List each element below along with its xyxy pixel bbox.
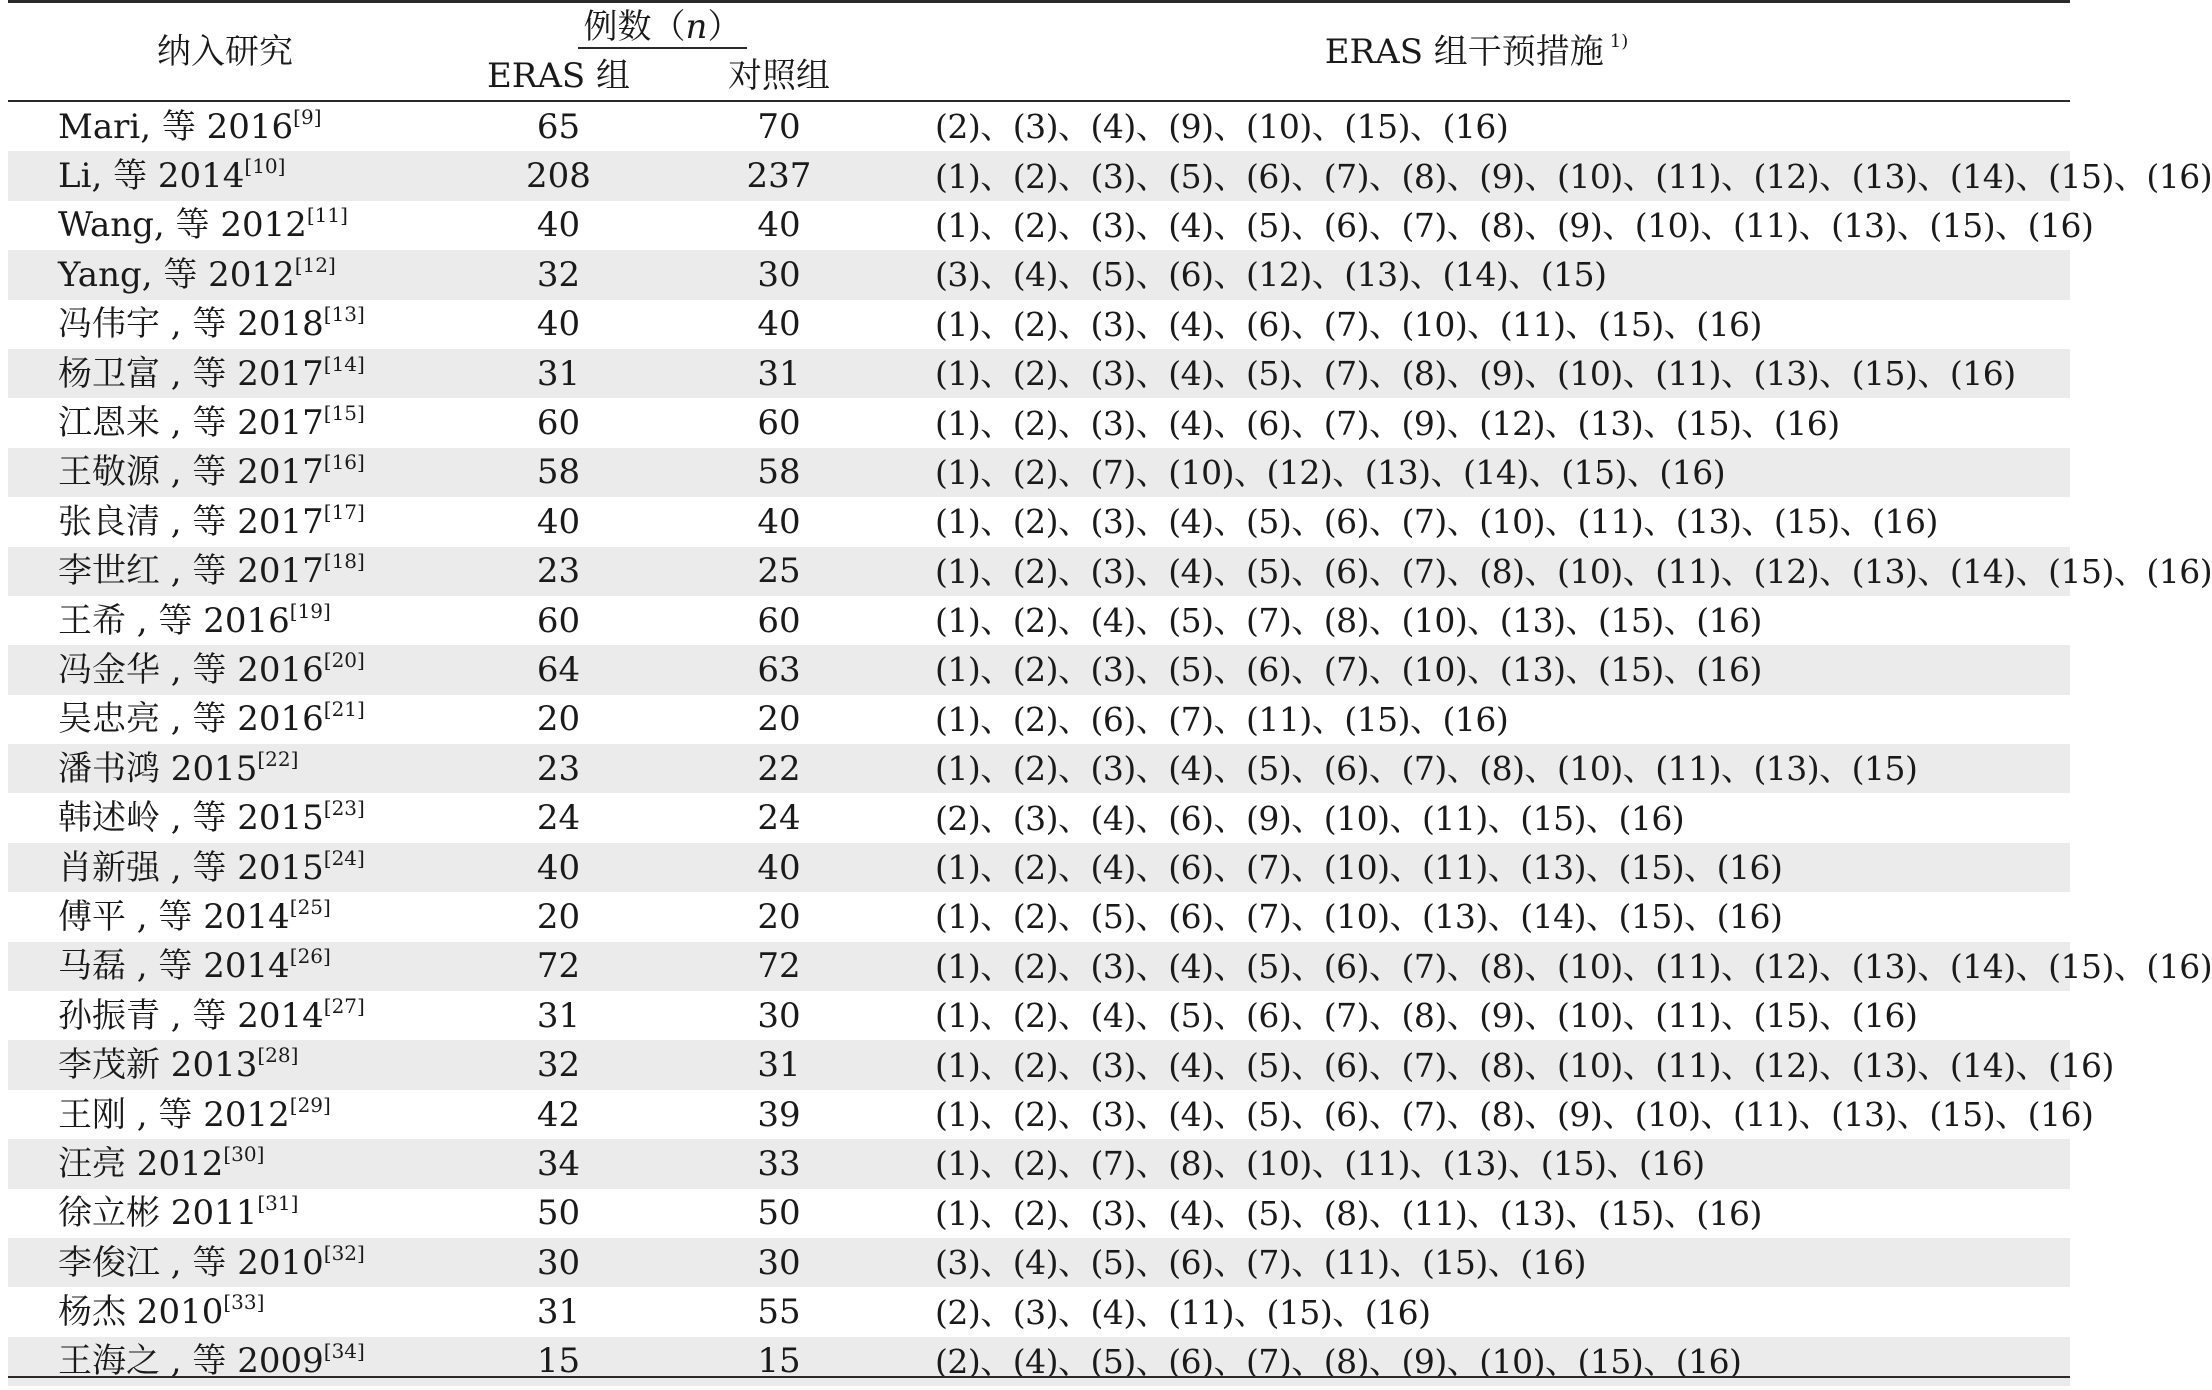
study-reference: [27] <box>323 993 365 1018</box>
cell-control-count: 33 <box>675 1139 883 1188</box>
cell-study <box>8 1238 442 1287</box>
cell-control-count: 40 <box>675 843 883 892</box>
header-eras-label: ERAS 组 <box>486 55 631 96</box>
cell-eras-count: 23 <box>442 744 675 793</box>
table-row <box>8 101 2070 151</box>
cell-measures: (1)、(2)、(3)、(4)、(5)、(6)、(7)、(8)、(9)、(10)、(11)、(13)、(15)、(16) <box>935 205 2094 245</box>
header-cases <box>442 2 883 52</box>
cell-eras-count: 31 <box>442 349 675 398</box>
cell-study <box>8 101 442 151</box>
cell-measures: (1)、(2)、(3)、(5)、(6)、(7)、(10)、(13)、(15)、(16) <box>883 645 2070 694</box>
cell-eras-count: 60 <box>536 600 581 641</box>
cell-study <box>8 596 442 645</box>
study-name: Wang, 等 2012 <box>58 205 307 246</box>
cell-eras-count: 31 <box>536 995 581 1036</box>
cell-control-count: 24 <box>757 798 801 839</box>
cell-control-count: 30 <box>675 1238 883 1287</box>
cell-measures: (1)、(2)、(3)、(4)、(5)、(6)、(7)、(8)、(9)、(10)、(11)、(13)、(15)、(16) <box>935 1095 2094 1134</box>
table-header <box>8 2 2070 102</box>
study-reference: [32] <box>323 1240 365 1265</box>
cell-control-count: 31 <box>675 349 883 398</box>
study-reference: [28] <box>257 1043 299 1068</box>
study-name: 冯伟宇 , 等 2018 <box>58 304 324 345</box>
study-characteristics-table-wrap <box>8 0 2212 1390</box>
cell-study <box>8 1287 442 1336</box>
table-row <box>8 695 2070 744</box>
study-reference: [14] <box>323 351 365 376</box>
cell-eras-count: 20 <box>536 699 581 740</box>
header-cases-group <box>578 7 748 49</box>
study-name: 马磊 , 等 2014 <box>58 946 290 987</box>
cell-eras-count: 34 <box>442 1139 675 1188</box>
cell-study <box>8 645 442 694</box>
cell-eras-count: 32 <box>442 1040 675 1089</box>
study-reference: [22] <box>257 746 299 771</box>
header-control-label: 对照组 <box>728 55 830 96</box>
study-reference: [29] <box>289 1092 331 1117</box>
cell-measures: (3)、(4)、(5)、(6)、(12)、(13)、(14)、(15) <box>883 250 2070 299</box>
cell-eras-count: 24 <box>536 798 581 839</box>
header-cases-close: ） <box>707 7 742 47</box>
study-reference: [21] <box>323 697 365 722</box>
study-name: 韩述岭 , 等 2015 <box>58 798 324 839</box>
cell-measures: (1)、(2)、(6)、(7)、(11)、(15)、(16) <box>935 699 1509 739</box>
cell-study <box>8 250 442 299</box>
study-reference: [19] <box>289 598 331 623</box>
cell-control-count: 60 <box>757 403 801 444</box>
cell-control-count: 30 <box>757 995 801 1036</box>
cell-measures: (3)、(4)、(5)、(6)、(7)、(11)、(15)、(16) <box>883 1238 2070 1287</box>
study-name: Yang, 等 2012 <box>58 254 295 295</box>
cell-study <box>8 1337 442 1386</box>
study-name: 孙振青 , 等 2014 <box>58 995 324 1036</box>
cell-eras-count: 208 <box>442 151 675 200</box>
study-name: 肖新强 , 等 2015 <box>58 847 324 888</box>
study-name: 杨杰 2010 <box>58 1292 224 1333</box>
cell-control-count: 25 <box>675 547 883 596</box>
cell-eras-count: 65 <box>536 106 581 147</box>
cell-study <box>8 1189 442 1238</box>
cell-eras-count: 23 <box>442 547 675 596</box>
cell-study <box>8 1090 442 1139</box>
cell-eras-count: 58 <box>442 448 675 497</box>
study-name: 杨卫富 , 等 2017 <box>58 353 324 394</box>
cell-control-count: 30 <box>675 250 883 299</box>
cell-control-count: 58 <box>675 448 883 497</box>
cell-eras-count: 60 <box>536 403 581 444</box>
header-eras <box>442 51 675 101</box>
cell-study <box>8 892 442 941</box>
study-name: Li, 等 2014 <box>58 156 245 197</box>
study-name: 徐立彬 2011 <box>58 1193 258 1234</box>
study-reference: [31] <box>257 1191 299 1216</box>
study-reference: [13] <box>323 302 365 327</box>
study-reference: [34] <box>323 1339 365 1364</box>
cell-study <box>8 448 442 497</box>
cell-eras-count: 40 <box>536 501 581 542</box>
cell-control-count: 40 <box>757 205 801 246</box>
cell-eras-count: 42 <box>536 1094 581 1135</box>
table-row <box>8 892 2070 941</box>
cell-study <box>8 497 442 546</box>
cell-measures: (1)、(2)、(3)、(4)、(5)、(6)、(7)、(8)、(10)、(11)、(12)、(13)、(14)、(15)、(16) <box>883 942 2070 991</box>
study-reference: [18] <box>323 549 365 574</box>
cell-control-count: 72 <box>675 942 883 991</box>
table-row <box>8 1238 2070 1287</box>
cell-study <box>8 991 442 1040</box>
header-measures-note: 1) <box>1609 30 1629 52</box>
cell-measures: (1)、(2)、(3)、(5)、(6)、(7)、(8)、(9)、(10)、(11)、(12)、(13)、(14)、(15)、(16) <box>883 151 2070 200</box>
cell-study <box>8 744 442 793</box>
cell-eras-count: 72 <box>442 942 675 991</box>
table-bottom-rule <box>8 1376 2070 1378</box>
cell-measures: (2)、(4)、(5)、(6)、(7)、(8)、(9)、(10)、(15)、(16) <box>883 1337 2070 1386</box>
study-name: 傅平 , 等 2014 <box>58 896 290 937</box>
cell-control-count: 15 <box>675 1337 883 1386</box>
table-row <box>8 744 2070 793</box>
header-measures <box>883 2 2070 102</box>
study-name: 王希 , 等 2016 <box>58 600 290 641</box>
table-body <box>8 101 2212 1386</box>
cell-control-count: 40 <box>757 304 801 345</box>
study-reference: [17] <box>323 499 365 524</box>
cell-study <box>8 843 442 892</box>
cell-study <box>8 547 442 596</box>
study-name: 李俊江 , 等 2010 <box>58 1242 324 1283</box>
header-study <box>8 2 442 102</box>
cell-measures: (1)、(2)、(3)、(4)、(5)、(6)、(7)、(10)、(11)、(13)、(15)、(16) <box>935 502 1938 542</box>
table-row <box>8 151 2070 200</box>
study-name: 汪亮 2012 <box>58 1143 224 1184</box>
study-reference: [33] <box>223 1290 265 1315</box>
cell-study <box>8 1139 442 1188</box>
table-row <box>8 448 2070 497</box>
study-reference: [23] <box>323 796 365 821</box>
table-row <box>8 596 2070 645</box>
table-row <box>8 300 2070 349</box>
header-measures-label: ERAS 组干预措施 <box>1324 31 1604 72</box>
study-reference: [30] <box>223 1141 265 1166</box>
cell-study <box>8 300 442 349</box>
study-name: Mari, 等 2016 <box>58 106 294 147</box>
cell-control-count: 70 <box>757 106 801 147</box>
cell-study <box>8 695 442 744</box>
cell-control-count: 20 <box>757 699 801 740</box>
cell-control-count: 60 <box>757 600 801 641</box>
study-reference: [10] <box>244 154 286 179</box>
table-row <box>8 250 2070 299</box>
cell-measures: (2)、(3)、(4)、(9)、(10)、(15)、(16) <box>935 107 1509 147</box>
study-name: 王敬源 , 等 2017 <box>58 452 324 493</box>
table-row <box>8 497 2070 546</box>
study-reference: [9] <box>293 104 322 129</box>
study-name: 王刚 , 等 2012 <box>58 1094 290 1135</box>
cell-control-count: 50 <box>757 1193 801 1234</box>
study-reference: [25] <box>289 894 331 919</box>
cell-measures: (1)、(2)、(5)、(6)、(7)、(10)、(13)、(14)、(15)、(16) <box>935 897 1783 937</box>
cell-study <box>8 1040 442 1089</box>
cell-eras-count: 40 <box>536 304 581 345</box>
header-cases-n: n <box>685 7 708 47</box>
study-name: 吴忠亮 , 等 2016 <box>58 699 324 740</box>
cell-measures: (2)、(3)、(4)、(6)、(9)、(10)、(11)、(15)、(16) <box>935 798 1685 838</box>
cell-measures: (1)、(2)、(3)、(4)、(5)、(8)、(11)、(13)、(15)、(16) <box>935 1193 1762 1233</box>
cell-eras-count: 40 <box>536 205 581 246</box>
study-reference: [15] <box>323 401 365 426</box>
study-name: 潘书鸿 2015 <box>58 748 258 789</box>
table-row <box>8 1287 2070 1336</box>
study-name: 李茂新 2013 <box>58 1045 258 1086</box>
study-reference: [11] <box>306 203 348 228</box>
header-study-label: 纳入研究 <box>157 31 293 72</box>
table-row <box>8 547 2070 596</box>
header-cases-label: 例数（ <box>583 7 686 47</box>
study-name: 张良清 , 等 2017 <box>58 501 324 542</box>
cell-measures: (1)、(2)、(3)、(4)、(5)、(6)、(7)、(8)、(10)、(11)、(13)、(15) <box>883 744 2070 793</box>
table-row <box>8 349 2070 398</box>
table-row <box>8 1040 2070 1089</box>
table-row <box>8 1090 2070 1139</box>
cell-measures: (1)、(2)、(3)、(4)、(5)、(7)、(8)、(9)、(10)、(11)、(13)、(15)、(16) <box>883 349 2070 398</box>
cell-eras-count: 20 <box>536 896 581 937</box>
cell-measures: (1)、(2)、(3)、(4)、(5)、(6)、(7)、(8)、(10)、(11)、(12)、(13)、(14)、(16) <box>883 1040 2070 1089</box>
cell-eras-count: 50 <box>536 1193 581 1234</box>
cell-eras-count: 30 <box>442 1238 675 1287</box>
table-row <box>8 793 2070 842</box>
cell-control-count: 39 <box>757 1094 801 1135</box>
cell-measures: (1)、(2)、(3)、(4)、(6)、(7)、(9)、(12)、(13)、(15)、(16) <box>935 403 1840 443</box>
table-row <box>8 843 2070 892</box>
cell-control-count: 55 <box>757 1292 801 1333</box>
study-reference: [16] <box>323 450 365 475</box>
table-row <box>8 398 2070 447</box>
study-name: 江恩来 , 等 2017 <box>58 403 324 444</box>
cell-control-count: 31 <box>675 1040 883 1089</box>
table-row <box>8 645 2070 694</box>
study-name: 冯金华 , 等 2016 <box>58 649 324 690</box>
study-reference: [26] <box>289 944 331 969</box>
cell-measures: (1)、(2)、(7)、(10)、(12)、(13)、(14)、(15)、(16) <box>883 448 2070 497</box>
cell-measures: (1)、(2)、(3)、(4)、(5)、(6)、(7)、(8)、(10)、(11)、(12)、(13)、(14)、(15)、(16) <box>883 547 2070 596</box>
cell-measures: (1)、(2)、(7)、(8)、(10)、(11)、(13)、(15)、(16) <box>883 1139 2070 1188</box>
study-name: 王海之 , 等 2009 <box>58 1341 324 1382</box>
cell-eras-count: 40 <box>442 843 675 892</box>
header-control <box>675 51 883 101</box>
study-reference: [12] <box>294 252 336 277</box>
cell-eras-count: 15 <box>442 1337 675 1386</box>
cell-measures: (1)、(2)、(4)、(6)、(7)、(10)、(11)、(13)、(15)、(16) <box>883 843 2070 892</box>
cell-control-count: 20 <box>757 896 801 937</box>
cell-measures: (1)、(2)、(3)、(4)、(6)、(7)、(10)、(11)、(15)、(16) <box>935 304 1762 344</box>
study-reference: [24] <box>323 845 365 870</box>
table-row <box>8 1189 2070 1238</box>
study-name: 李世红 , 等 2017 <box>58 551 324 592</box>
cell-study <box>8 349 442 398</box>
cell-measures: (2)、(3)、(4)、(11)、(15)、(16) <box>935 1292 1431 1332</box>
cell-eras-count: 32 <box>442 250 675 299</box>
table-row <box>8 1139 2070 1188</box>
cell-measures: (1)、(2)、(4)、(5)、(6)、(7)、(8)、(9)、(10)、(11)、(15)、(16) <box>935 996 1918 1036</box>
cell-study <box>8 151 442 200</box>
table-row <box>8 942 2070 991</box>
cell-study <box>8 201 442 250</box>
cell-control-count: 40 <box>757 501 801 542</box>
table-row <box>8 1337 2070 1386</box>
cell-eras-count: 31 <box>536 1292 581 1333</box>
cell-study <box>8 398 442 447</box>
cell-measures: (1)、(2)、(4)、(5)、(7)、(8)、(10)、(13)、(15)、(16) <box>935 601 1762 641</box>
cell-control-count: 237 <box>675 151 883 200</box>
cell-control-count: 63 <box>675 645 883 694</box>
cell-study <box>8 942 442 991</box>
cell-control-count: 22 <box>675 744 883 793</box>
study-reference: [20] <box>323 647 365 672</box>
table-row <box>8 201 2070 250</box>
table-row <box>8 991 2070 1040</box>
study-characteristics-table <box>8 0 2212 1386</box>
cell-study <box>8 793 442 842</box>
cell-eras-count: 64 <box>442 645 675 694</box>
